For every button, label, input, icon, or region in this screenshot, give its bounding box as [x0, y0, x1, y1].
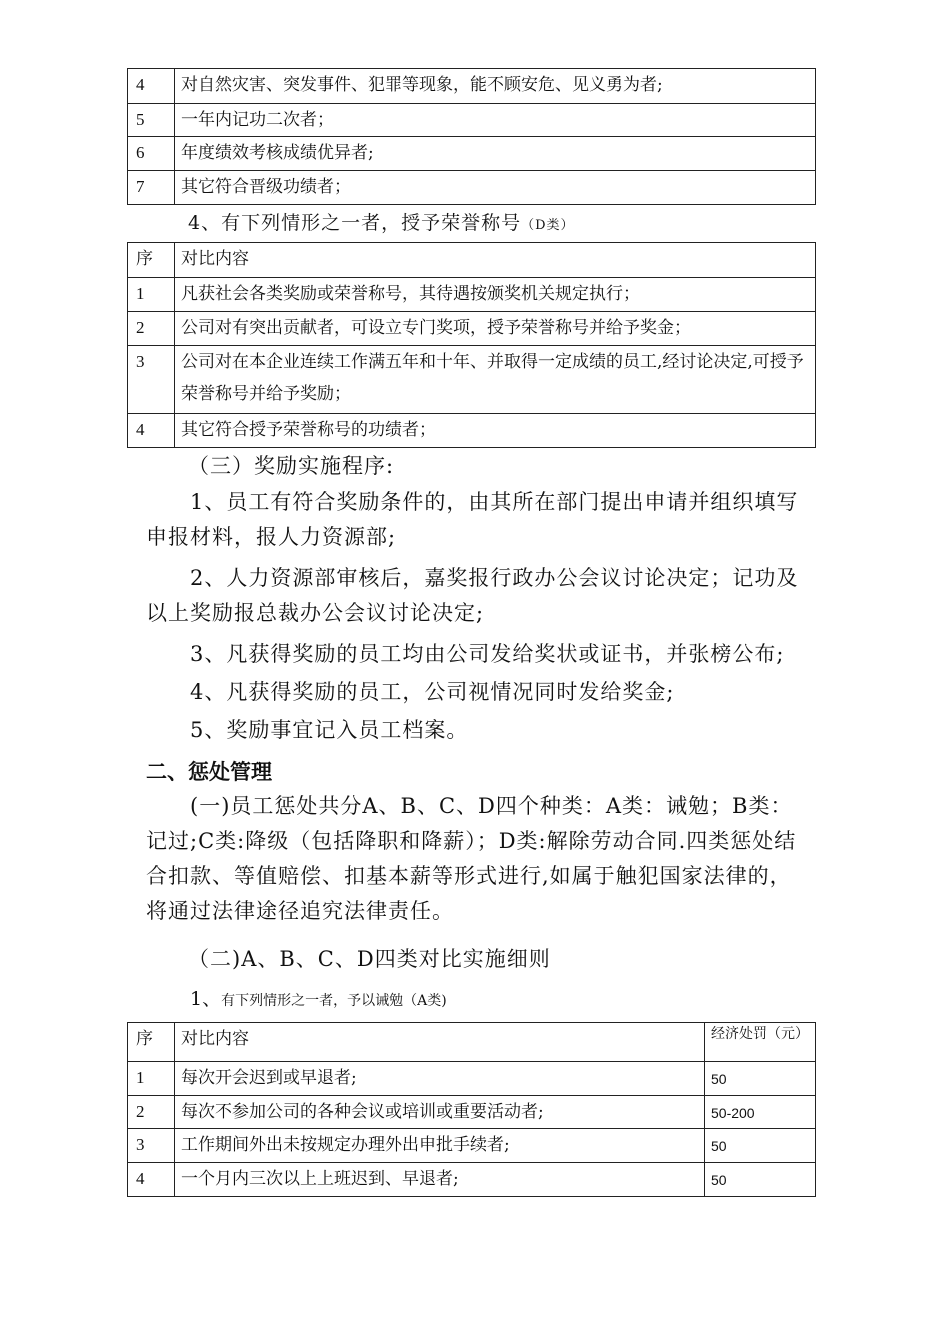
header-no: 序 [128, 243, 175, 278]
row-penalty: 50 [705, 1163, 816, 1197]
table-row [128, 278, 816, 312]
section-d-title [188, 208, 575, 241]
row-number: 1 [128, 278, 175, 312]
row-content: 一个月内三次以上上班迟到、早退者; [175, 1163, 705, 1197]
row-number: 3 [128, 346, 175, 414]
row-number: 5 [128, 104, 175, 137]
row-content: 每次开会迟到或早退者; [175, 1062, 705, 1096]
punishment-heading: 二、惩处管理 [146, 760, 272, 784]
table-row [128, 137, 816, 171]
row-content: 工作期间外出未按规定办理外出申批手续者; [175, 1129, 705, 1163]
table-row [128, 346, 816, 414]
section-d-title-note: （D类） [521, 218, 575, 233]
header-content: 对比内容 [175, 1023, 705, 1062]
reward-procedure-item-4: 4、凡获得奖励的员工，公司视情况同时发给奖金; [190, 680, 675, 704]
row-number: 2 [128, 312, 175, 346]
row-number: 1 [128, 1062, 175, 1096]
row-content: 一年内记功二次者； [175, 104, 816, 137]
row-content: 对自然灾害、突发事件、犯罪等现象，能不顾安危、见义勇为者; [175, 69, 816, 104]
header-penalty: 经济处罚（元） [705, 1023, 816, 1062]
row-content: 凡获社会各类奖励或荣誉称号，其待遇按颁奖机关规定执行； [175, 278, 816, 312]
row-penalty: 50 [705, 1129, 816, 1163]
row-number: 4 [128, 69, 175, 104]
table-header-row [128, 1023, 816, 1062]
reward-procedure-item-5: 5、奖励事宜记入员工档案。 [190, 718, 469, 742]
row-number: 3 [128, 1129, 175, 1163]
table-row [128, 104, 816, 137]
table-row [128, 1163, 816, 1197]
table-d [127, 242, 816, 448]
reward-procedure-title: （三）奖励实施程序: [188, 454, 395, 478]
row-number: 4 [128, 414, 175, 448]
table-row [128, 171, 816, 205]
table-a-penalty [127, 1022, 816, 1197]
row-number: 6 [128, 137, 175, 171]
table-row [128, 69, 816, 104]
row-content: 其它符合晋级功绩者； [175, 171, 816, 205]
row-content: 公司对在本企业连续工作满五年和十年、并取得一定成绩的员工,经讨论决定,可授予荣誉称号并给予奖励； [175, 346, 816, 414]
sub-title-number: 1、 [190, 988, 222, 1010]
section-d-title-text: 4、有下列情形之一者，授予荣誉称号 [188, 212, 522, 234]
reward-procedure-item-2: 2、人力资源部审核后，嘉奖报行政办公会议讨论决定；记功及以上奖励报总裁办公会议讨论决定; [146, 566, 799, 625]
table-row [128, 1062, 816, 1096]
table-row [128, 414, 816, 448]
reward-procedure-item-3: 3、凡获得奖励的员工均由公司发给奖状或证书，并张榜公布; [190, 642, 785, 666]
table-c-tail [127, 68, 816, 205]
row-content: 每次不参加公司的各种会议或培训或重要活动者; [175, 1096, 705, 1129]
table-header-row [128, 243, 816, 278]
header-no: 序 [128, 1023, 175, 1062]
table-row [128, 312, 816, 346]
punishment-para-1: (一)员工惩处共分A、B、C、D四个种类：A类：诫勉；B类：记过;C类:降级（包括降职和降薪）；D类:解除劳动合同.四类惩处结合扣款、等值赔偿、扣基本薪等形式进行,如属于触犯国家法律的，将通过法律途径追究法律责任。 [146, 794, 797, 923]
row-number: 2 [128, 1096, 175, 1129]
header-content: 对比内容 [175, 243, 816, 278]
row-penalty: 50 [705, 1062, 816, 1096]
table-row [128, 1096, 816, 1129]
reward-procedure-item-1: 1、员工有符合奖励条件的，由其所在部门提出申请并组织填写申报材料，报人力资源部; [146, 490, 799, 549]
row-content: 其它符合授予荣誉称号的功绩者； [175, 414, 816, 448]
row-number: 7 [128, 171, 175, 205]
row-number: 4 [128, 1163, 175, 1197]
table-row [128, 1129, 816, 1163]
sub-title-text: 有下列情形之一者，予以诫勉（A类) [221, 993, 447, 1009]
row-content: 年度绩效考核成绩优异者; [175, 137, 816, 171]
punishment-para-2: （二)A、B、C、D四类对比实施细则 [188, 947, 551, 971]
row-content: 公司对有突出贡献者，可设立专门奖项，授予荣誉称号并给予奖金； [175, 312, 816, 346]
punishment-sub-title [190, 984, 447, 1016]
row-penalty: 50-200 [705, 1096, 816, 1129]
